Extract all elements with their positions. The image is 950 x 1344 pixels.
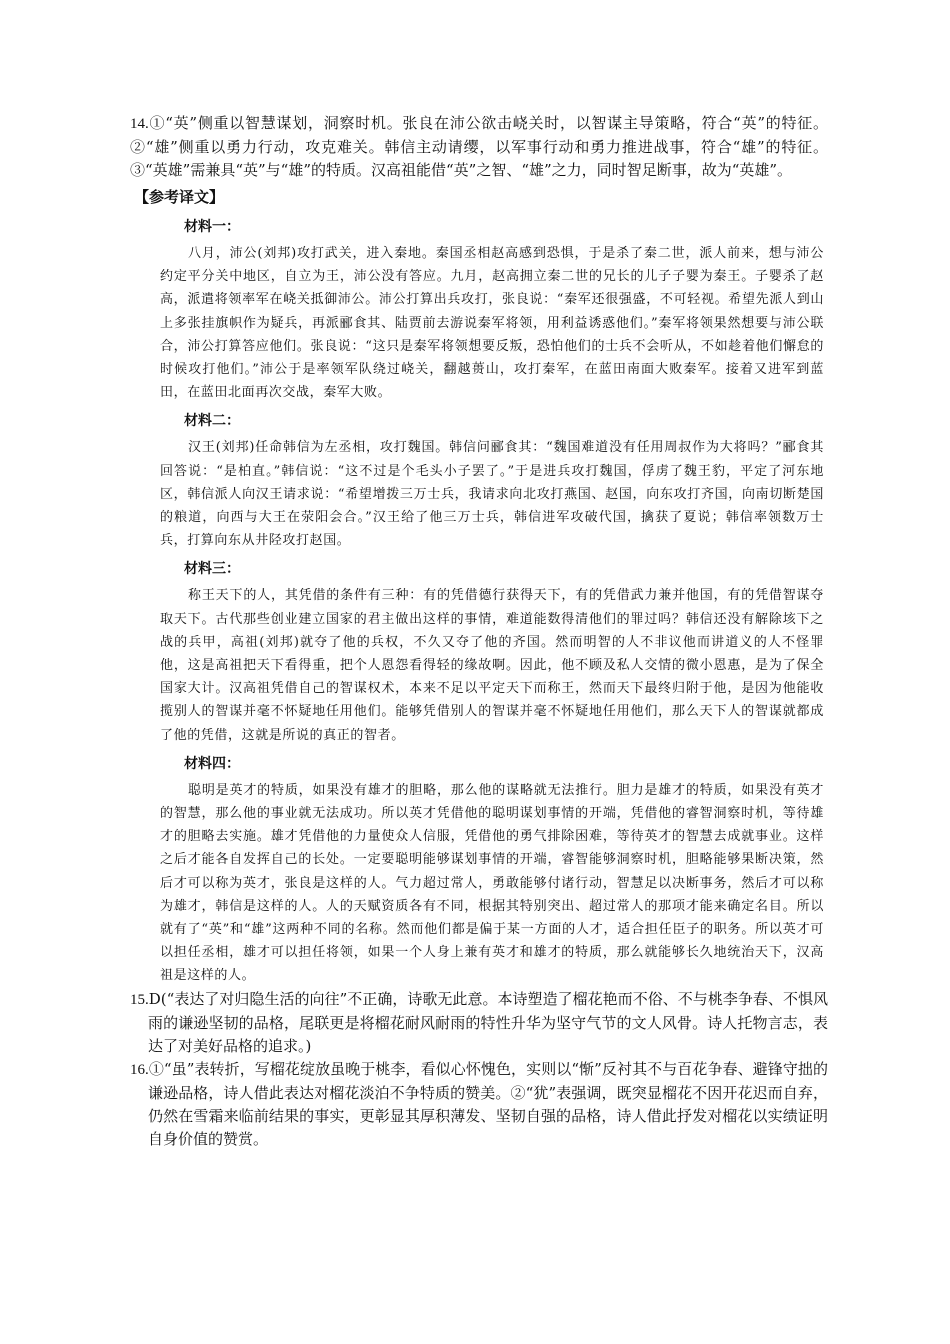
answer-14-text: ①“英”侧重以智慧谋划，洞察时机。张良在沛公欲击峣关时，以智谋主导策略，符合“英”的特征。②“雄”侧重以勇力行动，攻克难关。韩信主动请缨，以军事行动和勇力推进战事，符合“雄”的特征。③“英雄”需兼具“英”与“雄”的特质。汉高祖能借“英”之智、“雄”之力，同时智足断事，故为“英雄”。 (130, 114, 828, 179)
material-2-body: 汉王(刘邦)任命韩信为左丞相，攻打魏国。韩信问郦食其：“魏国难道没有任用周叔作为大将吗？”郦食其回答说：“是柏直。”韩信说：“这不过是个毛头小子罢了。”于是进兵攻打魏国，俘虏了魏王豹，平定了河东地区，韩信派人向汉王请求说：“希望增拨三万士兵，我请求向北攻打燕国、赵国，向东攻打齐国，向南切断楚国的粮道，向西与大王在荥阳会合。”汉王给了他三万士兵，韩信进军攻破代国，擒获了夏说；韩信率领数万士兵，打算向东从井陉攻打赵国。 (160, 440, 824, 549)
answer-15-number: 15. (130, 991, 149, 1008)
material-4-body: 聪明是英才的特质，如果没有雄才的胆略，那么他的谋略就无法推行。胆力是雄才的特质，如果没有英才的智慧，那么他的事业就无法成功。所以英才凭借他的聪明谋划事情的开端，凭借他的睿智洞察时机，等待雄才的胆略去实施。雄才凭借他的力量使众人信服，凭借他的勇气排除困难，等待英才的智慧去成就事业。这样之后才能各自发挥自己的长处。一定要聪明能够谋划事情的开端，睿智能够洞察时机，胆略能够果断决策，然后才可以称为英才，张良是这样的人。气力超过常人，勇敢能够付诸行动，智慧足以决断事务，然后才可以称为雄才，韩信是这样的人。人的天赋资质各有不同，根据其特别突出、超过常人的那项才能来确定名目。所以就有了“英”和“雄”这两种不同的名称。然而他们都是偏于某一方面的人才，适合担任臣子的职务。所以英才可以担任丞相，雄才可以担任将领，如果一个人身上兼有英才和雄才的特质，那么就能够长久地统治天下，汉高祖是这样的人。 (160, 782, 824, 984)
material-1-body: 八月，沛公(刘邦)攻打武关，进入秦地。秦国丞相赵高感到恐惧，于是杀了秦二世，派人前来，想与沛公约定平分关中地区，自立为王，沛公没有答应。九月，赵高拥立秦二世的兄长的儿子子婴为秦王。子婴杀了赵高，派遣将领率军在峣关抵御沛公。沛公打算出兵攻打，张良说：“秦军还很强盛，不可轻视。希望先派人到山上多张挂旗帜作为疑兵，再派郦食其、陆贾前去游说秦军将领，用利益诱惑他们。”秦军将领果然想要与沛公联合，沛公打算答应他们。张良说：“这只是秦军将领想要反叛，恐怕他们的士兵不会听从，不如趁着他们懈怠的时候攻打他们。”沛公于是率领军队绕过峣关，翻越蒉山，攻打秦军，在蓝田南面大败秦军。接着又进军到蓝田，在蓝田北面再次交战，秦军大败。 (160, 246, 824, 401)
material-2-title: 材料二： (184, 413, 240, 430)
material-3-title: 材料三： (184, 561, 240, 578)
translation-heading: 【参考译文】 (134, 188, 225, 206)
material-4-title: 材料四： (184, 755, 240, 772)
answer-14-number: 14. (130, 116, 149, 132)
document-page (130, 112, 828, 1151)
material-1-title: 材料一： (184, 219, 240, 235)
answer-15 (130, 988, 828, 1058)
answer-16-text: ①“虽”表转折，写榴花绽放虽晚于桃李，看似心怀愧色，实则以“惭”反衬其不与百花争春、避锋守拙的谦逊品格，诗人借此表达对榴花淡泊不争特质的赞美。②“犹”表强调，既突显榴花不因开花迟而自弃，仍然在雪霜来临前结果的事实，更彰显其厚积薄发、坚韧自强的品格，诗人借此抒发对榴花以实绩证明自身价值的赞赏。 (148, 1059, 828, 1148)
answer-16-number: 16. (130, 1061, 149, 1078)
answer-14 (130, 112, 828, 182)
answer-16 (130, 1058, 828, 1151)
answer-15-text: D(“表达了对归隐生活的向往”不正确，诗歌无此意。本诗塑造了榴花艳而不俗、不与桃李争春、不惧风雨的谦逊坚韧的品格，尾联更是将榴花耐风耐雨的特性升华为坚守气节的文人风骨。诗人托物言志，表达了对美好品格的追求。) (148, 989, 828, 1055)
material-3-body: 称王天下的人，其凭借的条件有三种：有的凭借德行获得天下，有的凭借武力兼并他国，有的凭借智谋夺取天下。古代那些创业建立国家的君主做出这样的事情，难道能数得清他们的罪过吗？韩信还没有解除垓下之战的兵甲，高祖(刘邦)就夺了他的兵权，不久又夺了他的齐国。然而明智的人不非议他而讲道义的人不怪罪他，这是高祖把天下看得重，把个人恩怨看得轻的缘故啊。因此，他不顾及私人交情的微小恩惠，是为了保全国家大计。汉高祖凭借自己的智谋权术，本来不足以平定天下而称王，然而天下最终归附于他，是因为他能收揽别人的智谋并毫不怀疑地任用他们。能够凭借别人的智谋并毫不怀疑地任用他们，那么天下人的智谋就都成了他的凭借，这就是所说的真正的智者。 (160, 588, 824, 743)
